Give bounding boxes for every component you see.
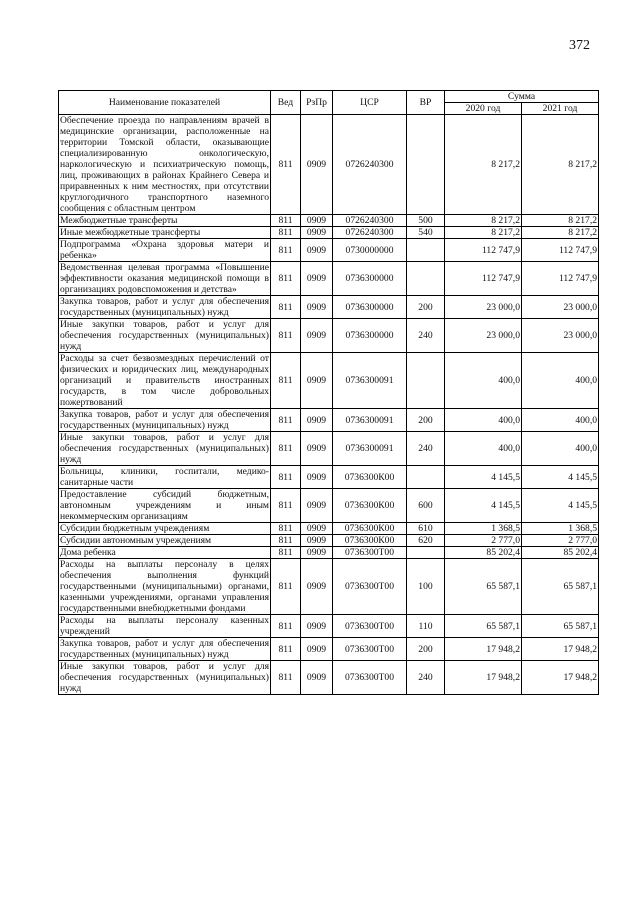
cell-csr: 0736300000 [333,262,407,296]
cell-vr: 610 [407,523,445,535]
cell-vr: 240 [407,661,445,695]
cell-sum-2021: 1 368,5 [522,523,599,535]
cell-csr: 0736300Т00 [333,547,407,559]
cell-csr: 0736300К00 [333,489,407,523]
table-row [59,615,599,638]
header-2021: 2021 год [522,103,599,115]
table-row [59,661,599,695]
cell-sum-2020: 17 948,2 [445,638,522,661]
cell-sum-2021: 23 000,0 [522,296,599,319]
cell-vr [407,353,445,409]
table-row [59,559,599,615]
cell-name: Закупка товаров, работ и услуг для обеспечения государственных (муниципальных) нужд [60,296,269,318]
cell-sum-2021: 65 587,1 [522,559,599,615]
table-row [59,353,599,409]
cell-rzpr: 0909 [301,215,333,227]
cell-sum-2020: 23 000,0 [445,296,522,319]
cell-sum-2021: 400,0 [522,432,599,466]
cell-sum-2020: 65 587,1 [445,615,522,638]
cell-sum-2020: 23 000,0 [445,319,522,353]
cell-sum-2021: 4 145,5 [522,466,599,489]
cell-vr: 500 [407,215,445,227]
cell-ved: 811 [271,115,301,215]
header-name: Наименование показателей [59,91,271,115]
cell-vr [407,547,445,559]
cell-rzpr: 0909 [301,432,333,466]
cell-vr: 200 [407,638,445,661]
cell-sum-2020: 8 217,2 [445,215,522,227]
cell-name: Межбюджетные трансферты [59,215,271,227]
cell-vr [407,239,445,262]
cell-ved: 811 [271,523,301,535]
cell-csr: 0730000000 [333,239,407,262]
table-row [59,296,599,319]
table-row [59,215,599,227]
cell-sum-2021: 85 202,4 [522,547,599,559]
cell-name: Обеспечение проезда по направлениям врачей в медицинские организации, расположенные на территории Томской области, оказывающие специализированную онкологическую, наркологическую и психиатрическую помощь, лиц, проживающих в районах Крайнего Севера и приравненных к ним местностях, при отсутствии круглогодичного транспортного наземного сообщения с областным центром [60,115,269,214]
table-body [59,115,599,695]
cell-name: Закупка товаров, работ и услуг для обеспечения государственных (муниципальных) нужд [60,638,269,660]
table-row [59,239,599,262]
cell-ved: 811 [271,432,301,466]
cell-csr: 0736300К00 [333,535,407,547]
header-csr: ЦСР [333,91,407,115]
cell-ved: 811 [271,559,301,615]
cell-sum-2020: 2 777,0 [445,535,522,547]
cell-rzpr: 0909 [301,466,333,489]
cell-rzpr: 0909 [301,409,333,432]
cell-sum-2021: 2 777,0 [522,535,599,547]
budget-table [58,90,599,695]
cell-vr: 110 [407,615,445,638]
cell-rzpr: 0909 [301,262,333,296]
cell-sum-2021: 4 145,5 [522,489,599,523]
cell-csr: 0736300К00 [333,466,407,489]
cell-sum-2021: 8 217,2 [522,215,599,227]
cell-vr: 620 [407,535,445,547]
cell-csr: 0736300К00 [333,523,407,535]
cell-csr: 0726240300 [333,215,407,227]
cell-ved: 811 [271,466,301,489]
table-row [59,547,599,559]
cell-name: Расходы за счет безвозмездных перечислений от физических и юридических лиц, международных организаций и правительств иностранных государств, в том числе добровольных пожертвований [60,353,269,408]
cell-rzpr: 0909 [301,615,333,638]
cell-sum-2021: 400,0 [522,409,599,432]
page-number: 372 [569,38,590,53]
cell-sum-2021: 17 948,2 [522,638,599,661]
header-sum: Сумма [445,91,599,103]
cell-sum-2021: 17 948,2 [522,661,599,695]
cell-name: Дома ребенка [59,547,271,559]
cell-name: Иные закупки товаров, работ и услуг для обеспечения государственных (муниципальных) нужд [60,432,269,465]
cell-name: Иные межбюджетные трансферты [59,227,271,239]
cell-ved: 811 [271,661,301,695]
cell-vr: 200 [407,409,445,432]
cell-name: Иные закупки товаров, работ и услуг для обеспечения государственных (муниципальных) нужд [60,661,269,694]
cell-vr: 200 [407,296,445,319]
cell-rzpr: 0909 [301,559,333,615]
cell-name: Предоставление субсидий бюджетным, автономным учреждениям и иным некоммерческим организациям [60,489,269,522]
cell-ved: 811 [271,215,301,227]
cell-sum-2020: 8 217,2 [445,227,522,239]
table-row [59,409,599,432]
cell-rzpr: 0909 [301,489,333,523]
cell-rzpr: 0909 [301,239,333,262]
cell-sum-2020: 400,0 [445,409,522,432]
cell-ved: 811 [271,227,301,239]
table-header [59,91,599,115]
cell-vr: 540 [407,227,445,239]
cell-sum-2020: 4 145,5 [445,489,522,523]
cell-sum-2021: 8 217,2 [522,115,599,215]
cell-csr: 0736300091 [333,353,407,409]
cell-csr: 0736300Т00 [333,661,407,695]
cell-name: Субсидии бюджетным учреждениям [59,523,271,535]
header-vr: ВР [407,91,445,115]
cell-vr: 100 [407,559,445,615]
cell-rzpr: 0909 [301,227,333,239]
cell-sum-2020: 17 948,2 [445,661,522,695]
cell-csr: 0736300000 [333,319,407,353]
cell-sum-2020: 4 145,5 [445,466,522,489]
table-row [59,319,599,353]
cell-name: Расходы на выплаты персоналу казенных учреждений [60,615,269,637]
table-row [59,466,599,489]
header-2020: 2020 год [445,103,522,115]
cell-csr: 0736300Т00 [333,615,407,638]
cell-sum-2021: 65 587,1 [522,615,599,638]
cell-sum-2020: 112 747,9 [445,262,522,296]
table-row [59,227,599,239]
cell-ved: 811 [271,239,301,262]
table-row [59,638,599,661]
cell-sum-2020: 8 217,2 [445,115,522,215]
cell-rzpr: 0909 [301,638,333,661]
cell-rzpr: 0909 [301,353,333,409]
cell-sum-2021: 400,0 [522,353,599,409]
cell-ved: 811 [271,409,301,432]
cell-name: Ведомственная целевая программа «Повышение эффективности оказания медицинской помощи в организациях родовспоможения и детства» [60,262,269,295]
cell-vr [407,262,445,296]
table-row [59,432,599,466]
cell-sum-2020: 400,0 [445,353,522,409]
cell-name: Расходы на выплаты персоналу в целях обеспечения выполнения функций государственными (муниципальными) органами, казенными учреждениями, органами управления государственными внебюджетными фондами [60,559,269,614]
cell-rzpr: 0909 [301,535,333,547]
table-row [59,523,599,535]
cell-rzpr: 0909 [301,115,333,215]
table-row [59,262,599,296]
cell-ved: 811 [271,296,301,319]
cell-sum-2020: 85 202,4 [445,547,522,559]
cell-vr: 240 [407,432,445,466]
cell-csr: 0736300091 [333,409,407,432]
cell-sum-2020: 65 587,1 [445,559,522,615]
cell-csr: 0736300Т00 [333,559,407,615]
cell-vr: 240 [407,319,445,353]
cell-rzpr: 0909 [301,523,333,535]
cell-sum-2021: 112 747,9 [522,262,599,296]
cell-ved: 811 [271,353,301,409]
header-ved: Вед [271,91,301,115]
cell-rzpr: 0909 [301,661,333,695]
cell-name: Субсидии автономным учреждениям [59,535,271,547]
cell-ved: 811 [271,262,301,296]
cell-ved: 811 [271,489,301,523]
cell-rzpr: 0909 [301,319,333,353]
cell-name: Подпрограмма «Охрана здоровья матери и ребенка» [60,239,269,261]
cell-ved: 811 [271,638,301,661]
cell-sum-2020: 400,0 [445,432,522,466]
cell-vr: 600 [407,489,445,523]
cell-vr [407,115,445,215]
cell-sum-2021: 8 217,2 [522,227,599,239]
cell-vr [407,466,445,489]
cell-ved: 811 [271,615,301,638]
cell-rzpr: 0909 [301,547,333,559]
cell-csr: 0726240300 [333,227,407,239]
cell-sum-2021: 23 000,0 [522,319,599,353]
cell-csr: 0736300Т00 [333,638,407,661]
cell-sum-2020: 1 368,5 [445,523,522,535]
cell-name: Закупка товаров, работ и услуг для обеспечения государственных (муниципальных) нужд [60,409,269,431]
table-row [59,535,599,547]
cell-ved: 811 [271,319,301,353]
cell-csr: 0736300091 [333,432,407,466]
cell-rzpr: 0909 [301,296,333,319]
cell-sum-2021: 112 747,9 [522,239,599,262]
cell-name: Больницы, клиники, госпитали, медико-санитарные части [60,466,269,488]
cell-csr: 0736300000 [333,296,407,319]
cell-name: Иные закупки товаров, работ и услуг для обеспечения государственных (муниципальных) нужд [60,319,269,352]
header-rzpr: РзПр [301,91,333,115]
table-row [59,489,599,523]
cell-ved: 811 [271,535,301,547]
cell-csr: 0726240300 [333,115,407,215]
cell-sum-2020: 112 747,9 [445,239,522,262]
table-row [59,115,599,215]
cell-ved: 811 [271,547,301,559]
